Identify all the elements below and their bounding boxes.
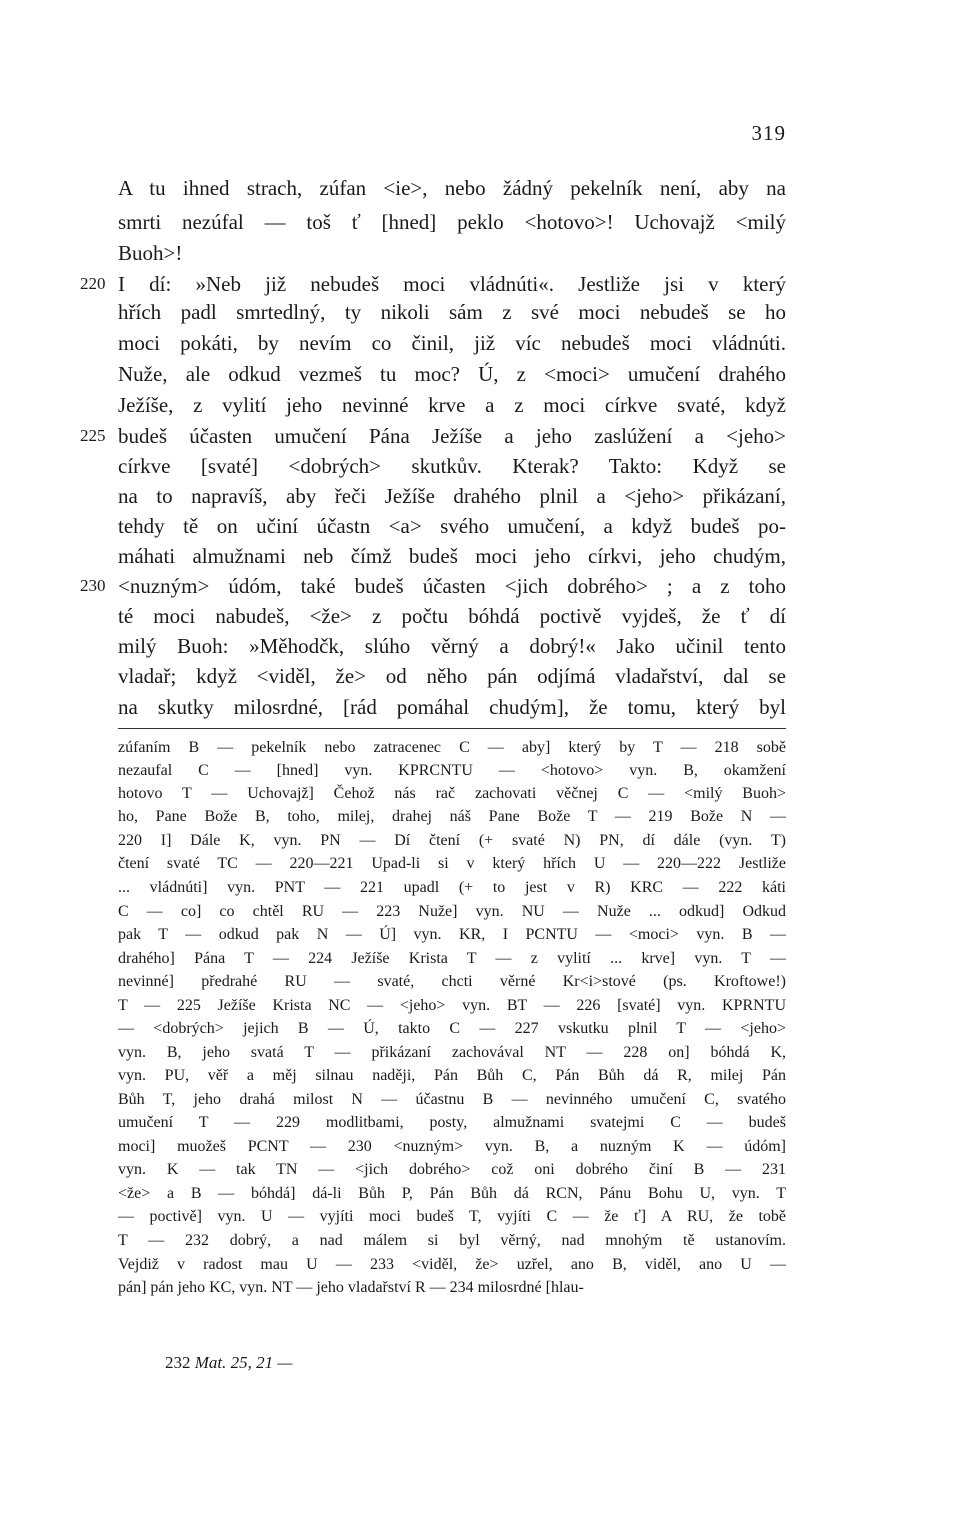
text-line: hřích padl smrtedlný, ty nikoli sám z své moci nebudeš se ho: [118, 300, 786, 324]
text-line: vladař; když <viděl, že> od něho pán odjímá vladařství, dal se: [118, 664, 786, 688]
text-line: A tu ihned strach, zúfan <ie>, nebo žádný pekelník není, aby na: [118, 176, 786, 200]
text-line: Buoh>!: [118, 241, 183, 265]
apparatus-line: — <dobrých> jejich B — Ú, takto C — 227 vskutku plnil T — <jeho>: [118, 1020, 786, 1037]
line-number: 220: [80, 274, 106, 293]
text-line: té moci nabudeš, <že> z počtu bóhdá poctivě vyjdeš, že ť dí: [118, 604, 786, 628]
apparatus-line: T — 225 Ježíše Krista NC — <jeho> vyn. BT — 226 [svaté] vyn. KPRNTU: [118, 997, 786, 1014]
apparatus-line: vyn. PU, věř a měj silnau naději, Pán Bůh C, Pán Bůh dá R, milej Pán: [118, 1067, 786, 1084]
apparatus-line: zúfaním B — pekelník nebo zatracenec C — aby] který by T — 218 sobě: [118, 739, 786, 756]
text-line: Ježíše, z vylití jeho nevinné krve a z moci církve svaté, když: [118, 393, 786, 417]
text-line: smrti nezúfal — toš ť [hned] peklo <hotovo>! Uchovajž <milý: [118, 210, 786, 234]
apparatus-line: umučení T — 229 modlitbami, posty, almužnami svatejmi C — budeš: [118, 1114, 786, 1131]
apparatus-line: moci] muožeš PCNT — 230 <nuzným> vyn. B, a nuzným K — údóm]: [118, 1138, 786, 1155]
source-note-line-number: 232: [165, 1353, 191, 1372]
text-line: na to napravíš, aby řeči Ježíše drahého plnil a <jeho> přikázaní,: [118, 484, 786, 508]
text-line: moci pokáti, by nevím co činil, již víc nebudeš moci vládnúti.: [118, 331, 786, 355]
text-line: <nuzným> údóm, také budeš účasten <jich dobrého> ; a z toho: [118, 574, 786, 598]
source-note: [165, 1351, 293, 1375]
line-number: 225: [80, 426, 106, 445]
apparatus-divider: [118, 728, 786, 729]
line-number: 230: [80, 576, 106, 595]
apparatus-line: drahého] Pána T — 224 Ježíše Krista T — z vylití ... krve] vyn. T —: [118, 950, 786, 967]
apparatus-line: Vejdiž v radost mau U — 233 <viděl, že> uzřel, ano B, viděl, ano U —: [118, 1256, 786, 1273]
apparatus-line: — poctivě] vyn. U — vyjíti moci budeš T, vyjíti C — že ť] A RU, že tobě: [118, 1208, 786, 1225]
apparatus-line: pak T — odkud pak N — Ú] vyn. KR, I PCNTU — <moci> vyn. B —: [118, 926, 786, 943]
apparatus-line: nevinné] předrahé RU — svaté, chcti věrné Kr<i>stové (ps. Kroftowe!): [118, 973, 786, 990]
apparatus-line: T — 232 dobrý, a nad málem si byl věrný, nad mnohým tě ustanovím.: [118, 1232, 786, 1249]
apparatus-line: 220 I] Dále K, vyn. PN — Dí čtení (+ svaté N) PN, dí dále (vyn. T): [118, 832, 786, 849]
apparatus-line: ... vládnúti] vyn. PNT — 221 upadl (+ to jest v R) KRC — 222 káti: [118, 879, 786, 896]
text-line: máhati almužnami neb čímž budeš moci jeho církvi, jeho chudým,: [118, 544, 786, 568]
text-line: tehdy tě on učiní účastn <a> svého umučení, a když budeš po-: [118, 514, 786, 538]
text-line: církve [svaté] <dobrých> skutkův. Kterak? Takto: Když se: [118, 454, 786, 478]
page-number: 319: [751, 121, 786, 145]
text-line: I dí: »Neb již nebudeš moci vládnúti«. Jestliže jsi v který: [118, 272, 786, 296]
apparatus-line: vyn. B, jeho svatá T — přikázaní zachovával NT — 228 on] bóhdá K,: [118, 1044, 786, 1061]
apparatus-line: Bůh T, jeho drahá milost N — účastnu B — nevinného umučení C, svatého: [118, 1091, 786, 1108]
text-line: milý Buoh: »Měhodčk, slúho věrný a dobrý!« Jako učinil tento: [118, 634, 786, 658]
apparatus-line: nezaufal C — [hned] vyn. KPRCNTU — <hotovo> vyn. B, okamžení: [118, 762, 786, 779]
apparatus-line: vyn. K — tak TN — <jich dobrého> což oni dobrého činí B — 231: [118, 1161, 786, 1178]
apparatus-line: ho, Pane Bože B, toho, milej, drahej náš Pane Bože T — 219 Bože N —: [118, 808, 786, 825]
apparatus-line: <že> a B — bóhdá] dá-li Bůh P, Pán Bůh dá RCN, Pánu Bohu U, vyn. T: [118, 1185, 786, 1202]
apparatus-line: čtení svaté TC — 220—221 Upad-li si v který hřích U — 220—222 Jestliže: [118, 855, 786, 872]
text-line: na skutky milosrdné, [rád pomáhal chudým], že tomu, který byl: [118, 695, 786, 719]
text-line: budeš účasten umučení Pána Ježíše a jeho zaslúžení a <jeho>: [118, 424, 786, 448]
text-line: Nuže, ale odkud vezmeš tu moc? Ú, z <moci> umučení drahého: [118, 362, 786, 386]
source-note-reference: Mat. 25, 21 —: [194, 1353, 293, 1372]
apparatus-line: C — co] co chtěl RU — 223 Nuže] vyn. NU — Nuže ... odkud] Odkud: [118, 903, 786, 920]
apparatus-line: hotovo T — Uchovajž] Čehož nás rač zachovati věčnej C — <milý Buoh>: [118, 785, 786, 802]
apparatus-line: pán] pán jeho KC, vyn. NT — jeho vladařství R — 234 milosrdné [hlau-: [118, 1279, 584, 1296]
